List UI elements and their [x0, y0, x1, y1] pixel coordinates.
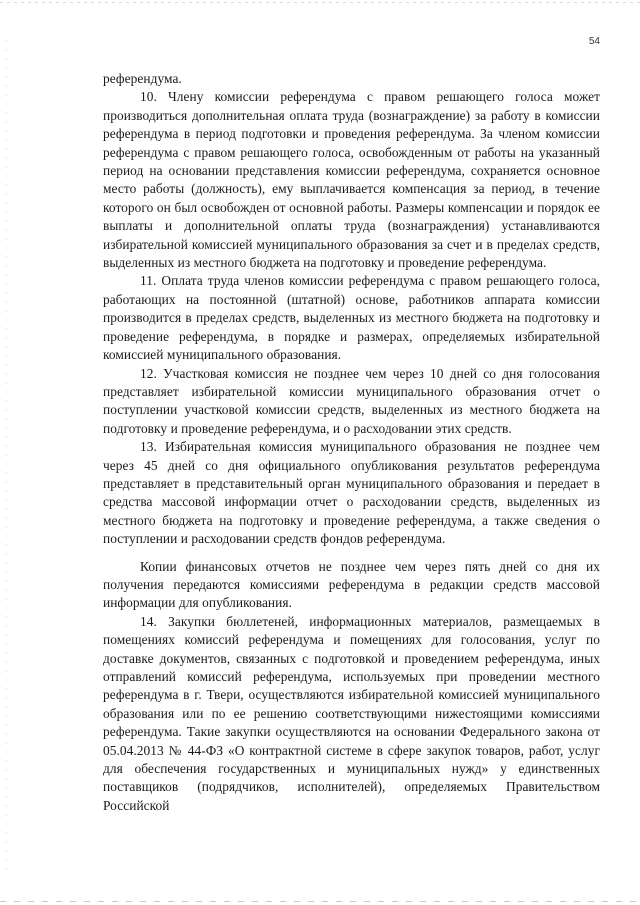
paragraph-item-10: 10. Члену комиссии референдума с правом решающего голоса может производиться дополнительная оплата труда (вознаграждение) за работу в комиссии референдума в период подготовки и проведения референдума. За членом комиссии референдума с правом решающего голоса, освобожденным от работы на указанный период на основании представления комиссии референдума, сохраняется основное место работы (должность), ему выплачивается компенсация за период, в течение которого он был освобожден от основной работы. Размеры компенсации и порядок ее выплаты и дополнительной оплаты труда (вознаграждения) устанавливаются избирательной комиссией муниципального образования за счет и в пределах средств, выделенных из местного бюджета на подготовку и проведение референдума.	[103, 89, 600, 271]
scan-edge-top	[0, 2, 640, 3]
paragraph-item-13: 13. Избирательная комиссия муниципального образования не позднее чем через 45 дней со дня официального опубликования результатов референдума представляет в представительный орган муниципального образования и передает в средства массовой информации отчет о расходовании средств, выделенных из местного бюджета на подготовку и проведение референдума, а также сведения о поступлении и расходовании средств фондов референдума.	[103, 439, 600, 547]
paragraph-item-12: 12. Участковая комиссия не позднее чем через 10 дней со дня голосования представляет избирательной комиссии муниципального образования отчет о поступлении участковой комиссии средств, выделенных из местного бюджета на подготовку и проведение референдума, и о расходовании этих средств.	[103, 365, 600, 436]
paragraph-continuation: референдума.	[103, 71, 182, 86]
paragraph-item-11: 11. Оплата труда членов комиссии референдума с правом решающего голоса, работающих на постоянной (штатной) основе, работников аппарата комиссии производится в пределах средств, выделенных из местного бюджета на подготовку и проведение референдума, в порядке и размерах, определяемых избирательной комиссией муниципального образования.	[103, 273, 600, 363]
paragraph-item-14: 14. Закупки бюллетеней, информационных материалов, размещаемых в помещениях комиссий референдума и помещениях для голосования, услуг по доставке документов, связанных с подготовкой и проведением референдума, иных отправлений комиссий референдума, используемых при проведении местного референдума в г. Твери, осуществляются избирательной комиссией муниципального образования или по ее решению соответствующими нижестоящими комиссиями референдума. Такие закупки осуществляются на основании Федерального закона от 05.04.2013 № 44-ФЗ «О контрактной системе в сфере закупок товаров, работ, услуг для обеспечения государственных и муниципальных нужд» у единственных поставщиков (подрядчиков, исполнителей), определяемых Правительством Российской	[103, 613, 600, 813]
document-body	[103, 70, 600, 815]
paragraph-financial-reports: Копии финансовых отчетов не позднее чем через пять дней со дня их получения передаются комиссиями референдума в редакции средств массовой информации для опубликования.	[103, 558, 600, 611]
scan-edge-bottom	[0, 901, 640, 902]
scan-edge-left	[6, 40, 7, 870]
page-number: 54	[588, 36, 600, 47]
